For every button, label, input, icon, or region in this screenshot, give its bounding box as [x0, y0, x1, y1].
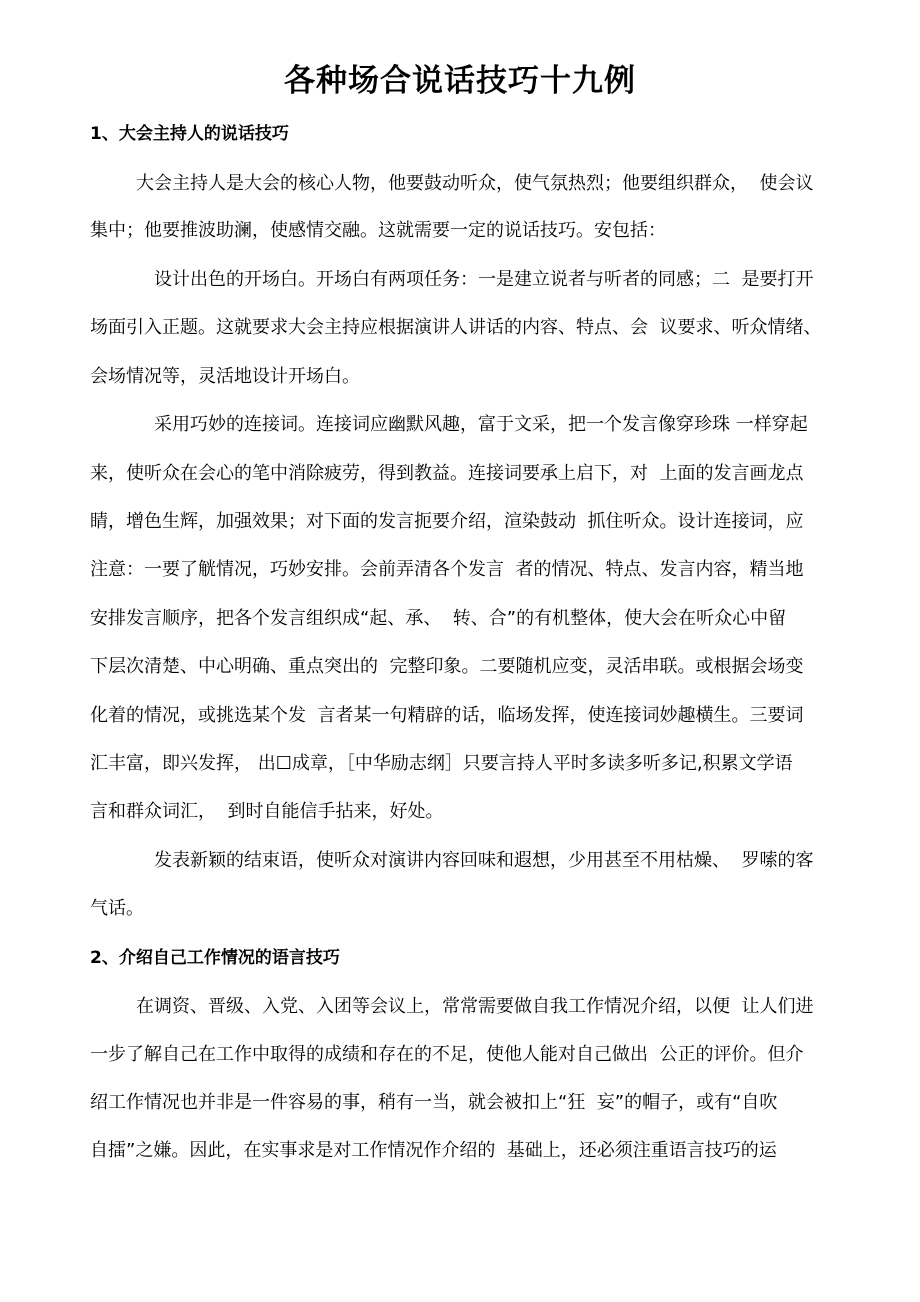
paragraph-line: 会场情况等，灵活地设计开场白。	[90, 366, 360, 387]
paragraph-line: 场面引入正题。这就要求大会主持应根据演讲人讲话的内容、特点、会 议要求、听众情绪、	[90, 317, 822, 338]
paragraph-line: 发表新颖的结束语，使听众对演讲内容回味和遐想，少用甚至不用枯燥、 罗嗦的客	[154, 850, 814, 871]
paragraph-line: 大会主持人是大会的核心人物，他要鼓动听众，使气氛热烈；他要组织群众， 使会议	[136, 173, 814, 194]
paragraph-line: 气话。	[90, 898, 144, 919]
paragraph-line: 在调资、晋级、入党、入团等会议上，常常需要做自我工作情况介绍，以便 让人们进	[136, 996, 814, 1017]
paragraph-line: 采用巧妙的连接词。连接词应幽默风趣，富于文采，把一个发言像穿珍珠 一样穿起	[154, 414, 808, 435]
paragraph-line: 化着的情况，或挑选某个发 言者某一句精辟的话，临场发挥，使连接词妙趣横生。三要词	[90, 705, 804, 726]
paragraph-line: 睛，增色生辉，加强效果；对下面的发言扼要介绍，渲染鼓动 抓住听众。设计连接词，应	[90, 511, 804, 532]
paragraph-line: 设计出色的开场白。开场白有两项任务：一是建立说者与听者的同感；二 是要打开	[154, 269, 814, 290]
paragraph-line: 安排发言顺序，把各个发言组织成“起、承、 转、合”的有机整体，使大会在听众心中留	[90, 608, 787, 629]
paragraph-line: 一步了解自己在工作中取得的成绩和存在的不足，使他人能对自己做出 公正的评价。但介	[90, 1044, 804, 1065]
paragraph-line: 绍工作情况也并非是一件容易的事，稍有一当，就会被扣上“狂 妄”的帽子，或有“自吹	[90, 1092, 778, 1113]
paragraph-line: 来，使听众在会心的笔中消除疲劳，得到教益。连接词要承上启下，对 上面的发言画龙点	[90, 463, 804, 484]
paragraph-line: 自擂”之嫌。因此，在实事求是对工作情况作介绍的 基础上，还必须注重语言技巧的运	[90, 1140, 777, 1161]
section-heading-1: 1、大会主持人的说话技巧	[90, 124, 289, 144]
paragraph-line: 下层次清楚、中心明确、重点突出的 完整印象。二要随机应变，灵活串联。或根据会场变	[90, 656, 804, 677]
paragraph-line: 注意：一要了觥情况，巧妙安排。会前弄清各个发言 者的情况、特点、发言内容，精当地	[90, 559, 804, 580]
paragraph-line: 集中；他要推波助澜，使感情交融。这就需要一定的说话技巧。安包括：	[90, 220, 666, 241]
paragraph-line: 汇丰富，即兴发挥， 出☐成章，［中华励志纲］只要言持人平时多读多听多记,积累文学语	[90, 753, 793, 774]
section-heading-2: 2、介绍自己工作情况的语言技巧	[90, 948, 340, 968]
paragraph-line: 言和群众词汇， 到时自能信手拈来，好处。	[90, 801, 444, 822]
page-title: 各种场合说话技巧十九例	[284, 63, 636, 99]
